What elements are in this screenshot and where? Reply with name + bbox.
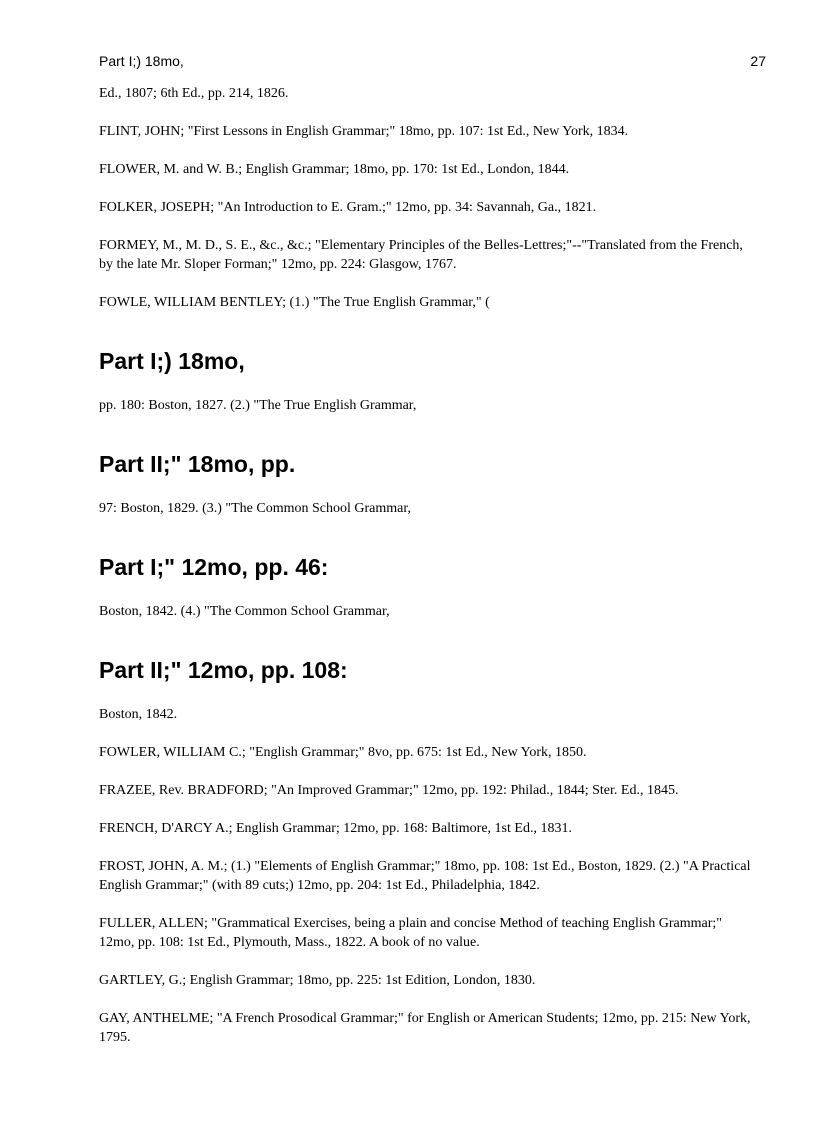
section-heading: Part II;" 12mo, pp. 108: (99, 657, 348, 683)
bibliography-entry: FRAZEE, Rev. BRADFORD; "An Improved Grammar;" 12mo, pp. 192: Philad., 1844; Ster. Ed., 1845. (99, 783, 679, 798)
paragraph: 97: Boston, 1829. (3.) "The Common School Grammar, (99, 501, 411, 516)
paragraph: pp. 180: Boston, 1827. (2.) "The True English Grammar, (99, 398, 417, 413)
paragraph: Boston, 1842. (99, 707, 178, 722)
paragraph: Boston, 1842. (4.) "The Common School Grammar, (99, 604, 390, 619)
bibliography-entry: FOLKER, JOSEPH; "An Introduction to E. Gram.;" 12mo, pp. 34: Savannah, Ga., 1821. (99, 200, 597, 215)
bibliography-entry: GAY, ANTHELME; "A French Prosodical Grammar;" for English or American Students; 12mo, pp. 215: New York, 1795. (99, 1011, 751, 1045)
bibliography-entry: FLINT, JOHN; "First Lessons in English Grammar;" 18mo, pp. 107: 1st Ed., New York, 1834. (99, 124, 629, 139)
section-heading: Part I;" 12mo, pp. 46: (99, 554, 329, 580)
bibliography-entry: FRENCH, D'ARCY A.; English Grammar; 12mo, pp. 168: Baltimore, 1st Ed., 1831. (99, 821, 572, 836)
bibliography-entry: FROST, JOHN, A. M.; (1.) "Elements of English Grammar;" 18mo, pp. 108: 1st Ed., Boston, 1829. (2.) "A Practical English Grammar;" (with 89 cuts;) 12mo, pp. 204: 1st Ed., Philadelphia, 1842. (99, 859, 751, 893)
page-content (99, 84, 755, 1066)
bibliography-entry: FORMEY, M., M. D., S. E., &c., &c.; "Elementary Principles of the Belles-Lettres;"--"Translated from the French, by the late Mr. Sloper Forman;" 12mo, pp. 224: Glasgow, 1767. (99, 238, 743, 272)
section-heading: Part II;" 18mo, pp. (99, 451, 296, 477)
running-header (99, 52, 766, 70)
bibliography-entry: FULLER, ALLEN; "Grammatical Exercises, being a plain and concise Method of teaching English Grammar;" 12mo, pp. 108: 1st Ed., Plymouth, Mass., 1822. A book of no value. (99, 916, 722, 950)
running-title: Part I;) 18mo, (99, 53, 184, 69)
bibliography-entry: GARTLEY, G.; English Grammar; 18mo, pp. 225: 1st Edition, London, 1830. (99, 973, 536, 988)
bibliography-entry: FOWLER, WILLIAM C.; "English Grammar;" 8vo, pp. 675: 1st Ed., New York, 1850. (99, 745, 587, 760)
paragraph: Ed., 1807; 6th Ed., pp. 214, 1826. (99, 86, 289, 101)
page-number: 27 (750, 53, 766, 69)
bibliography-entry: FLOWER, M. and W. B.; English Grammar; 18mo, pp. 170: 1st Ed., London, 1844. (99, 162, 570, 177)
bibliography-entry: FOWLE, WILLIAM BENTLEY; (1.) "The True English Grammar," ( (99, 295, 490, 310)
section-heading: Part I;) 18mo, (99, 348, 245, 374)
